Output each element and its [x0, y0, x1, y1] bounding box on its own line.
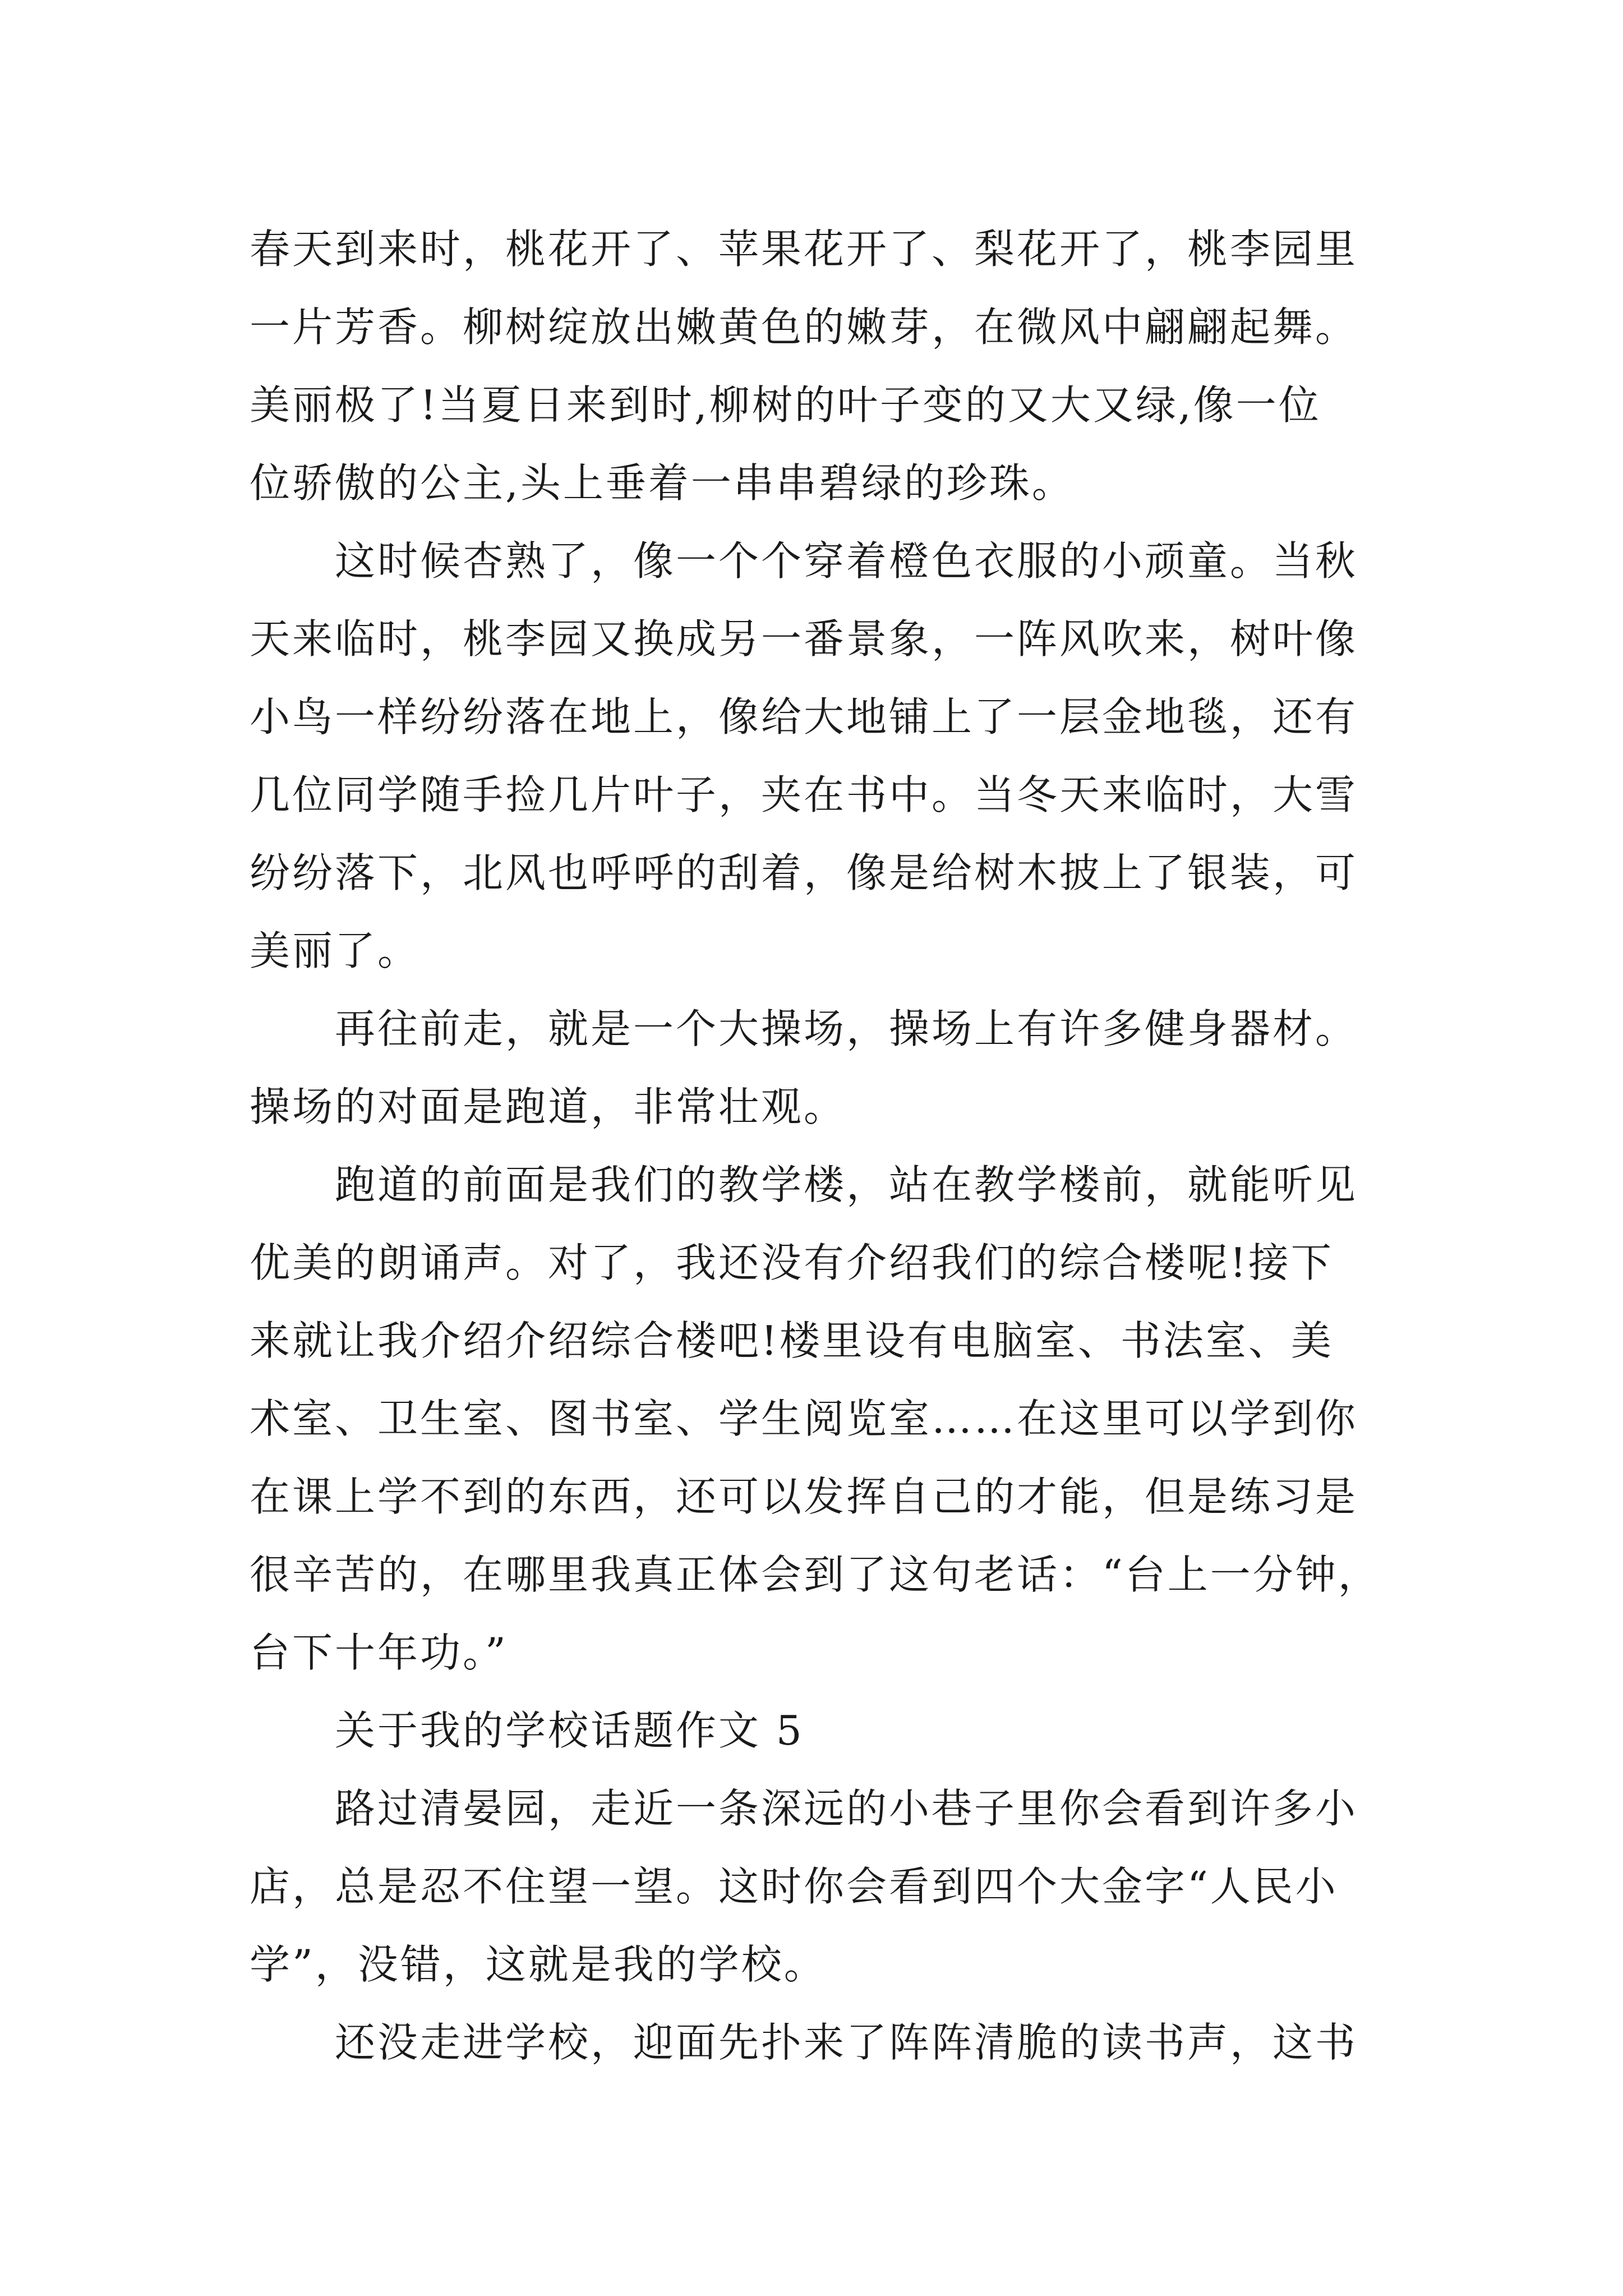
text-line: 美丽极了!当夏日来到时,柳树的叶子变的又大又绿,像一位 — [250, 381, 1321, 429]
text-line: 跑道的前面是我们的教学楼，站在教学楼前，就能听见 — [250, 1161, 1358, 1208]
document-body — [250, 210, 1394, 2082]
text-line: 再往前走，就是一个大操场，操场上有许多健身器材。 — [250, 1005, 1358, 1052]
text-line: 路过清晏园，走近一条深远的小巷子里你会看到许多小 — [250, 1785, 1358, 1832]
text-line: 台下十年功。” — [250, 1629, 508, 1676]
text-line: 在课上学不到的东西，还可以发挥自己的才能，但是练习是 — [250, 1473, 1358, 1520]
text-line: 操场的对面是跑道，非常壮观。 — [250, 1083, 847, 1130]
text-line: 位骄傲的公主,头上垂着一串串碧绿的珍珠。 — [250, 459, 1075, 507]
text-line: 学”，没错，这就是我的学校。 — [250, 1941, 827, 1988]
text-line: 美丽了。 — [250, 927, 421, 974]
text-line: 一片芳香。柳树绽放出嫩黄色的嫩芽，在微风中翩翩起舞。 — [250, 303, 1358, 351]
section-heading: 关于我的学校话题作文 5 — [250, 1707, 804, 1754]
text-line: 几位同学随手捡几片叶子，夹在书中。当冬天来临时，大雪 — [250, 771, 1358, 818]
text-line: 这时候杏熟了，像一个个穿着橙色衣服的小顽童。当秋 — [250, 537, 1358, 585]
text-line: 天来临时，桃李园又换成另一番景象，一阵风吹来，树叶像 — [250, 615, 1358, 662]
text-line: 纷纷落下，北风也呼呼的刮着，像是给树木披上了银装，可 — [250, 849, 1358, 896]
text-line: 很辛苦的，在哪里我真正体会到了这句老话：“台上一分钟， — [250, 1551, 1381, 1598]
text-line: 小鸟一样纷纷落在地上，像给大地铺上了一层金地毯，还有 — [250, 693, 1358, 740]
text-line: 店，总是忍不住望一望。这时你会看到四个大金字“人民小 — [250, 1863, 1338, 1910]
text-line: 术室、卫生室、图书室、学生阅览室……在这里可以学到你 — [250, 1395, 1358, 1442]
text-line: 春天到来时，桃花开了、苹果花开了、梨花开了，桃李园里 — [250, 226, 1358, 273]
text-line: 优美的朗诵声。对了，我还没有介绍我们的综合楼呢!接下 — [250, 1239, 1334, 1286]
text-line: 还没走进学校，迎面先扑来了阵阵清脆的读书声，这书 — [250, 2019, 1358, 2066]
text-line: 来就让我介绍介绍综合楼吧!楼里设有电脑室、书法室、美 — [250, 1317, 1334, 1364]
